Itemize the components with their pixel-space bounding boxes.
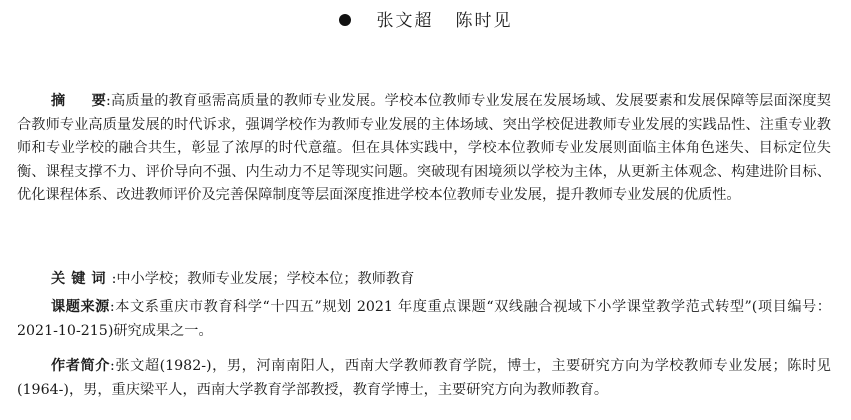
keywords-colon: : [111, 271, 117, 287]
author-bio-colon: : [110, 358, 115, 374]
author-bio-label: 作者简介 [51, 358, 110, 374]
funding-colon: : [109, 299, 115, 315]
abstract-colon: : [106, 93, 111, 109]
abstract-label-1: 摘 [51, 93, 66, 109]
abstract-label-2: 要 [91, 93, 107, 109]
author-name-2: 陈时见 [455, 11, 513, 31]
abstract-text: 高质量的教育亟需高质量的教师专业发展。学校本位教师专业发展在发展场域、发展要素和发展保障等层面深度契合教师专业高质量发展的时代诉求，强调学校作为教师专业发展的主体场域、突出学校促进教师专业发展的实践品性、注重专业教师和专业学校的融合共生，彰显了浓厚的时代意蕴。但在具体实践中，学校本位教师专业发展则面临主体角色迷失、目标定位失衡、课程支撑不力、评价导向不强、内生动力不足等现实问题。突破现有困境须以学校为主体，从更新主体观念、构建进阶目标、优化课程体系、改进教师评价及完善保障制度等层面深度推进学校本位教师专业发展，提升教师专业发展的优质性。 [17, 93, 831, 204]
keywords-paragraph [17, 268, 831, 292]
author-name-1: 张文超 [376, 11, 434, 31]
bullet-icon [339, 14, 351, 26]
funding-label: 课题来源 [51, 299, 110, 315]
keywords-label: 关键词 [51, 271, 112, 287]
funding-paragraph [17, 296, 831, 343]
funding-text: 本文系重庆市教育科学“十四五”规划 2021 年度重点课题“双线融合视域下小学课堂教学范式转型”(项目编号：2021-10-215)研究成果之一。 [17, 299, 831, 339]
keywords-text: 中小学校；教师专业发展；学校本位；教师教育 [116, 271, 415, 287]
abstract-paragraph [17, 90, 831, 208]
author-bio-text: 张文超(1982-)，男，河南南阳人，西南大学教师教育学院，博士，主要研究方向为学校教师专业发展；陈时见(1964-)，男，重庆梁平人，西南大学教育学部教授，教育学博士，主要研究方向为教师教育。 [17, 358, 831, 398]
author-bio-paragraph [17, 355, 831, 402]
author-line [0, 8, 851, 34]
